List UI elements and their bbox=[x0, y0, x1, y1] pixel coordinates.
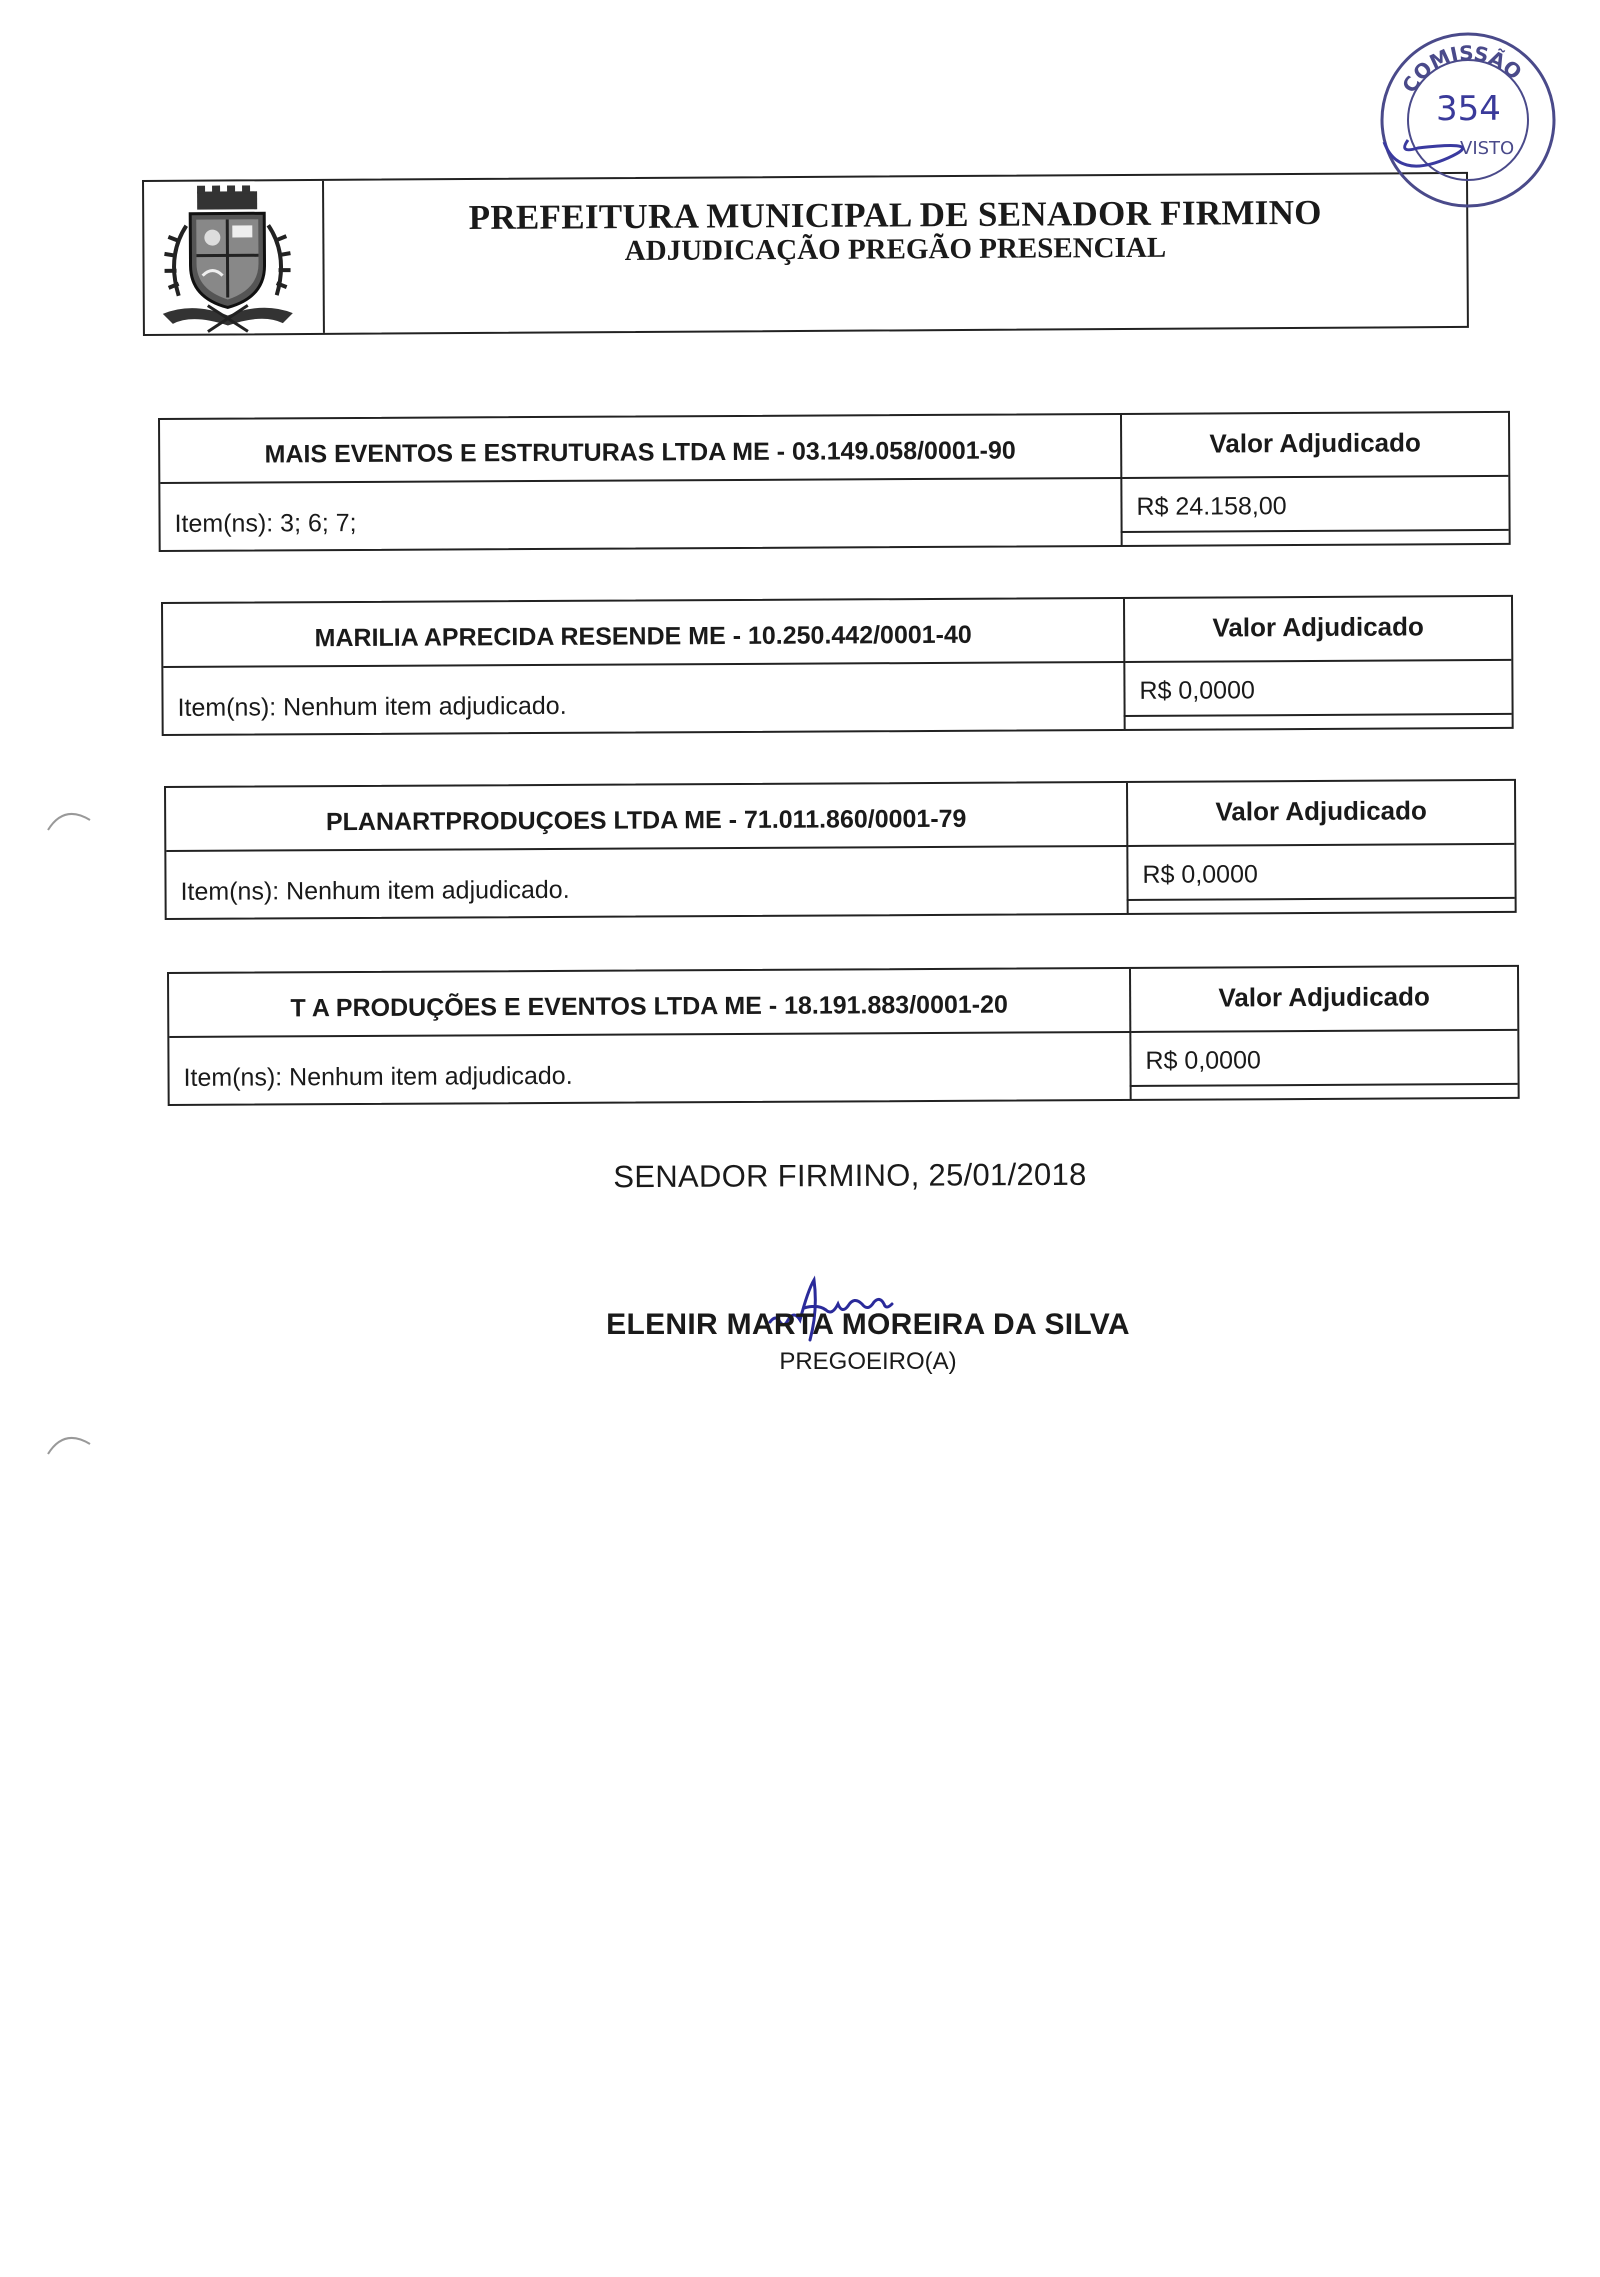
value-header: Valor Adjudicado bbox=[1122, 413, 1508, 479]
supplier-value: R$ 0,0000 bbox=[1125, 661, 1511, 729]
stamp-top-text: COMISSÃO bbox=[1397, 40, 1527, 97]
stamp-mid-text: VISTO bbox=[1460, 138, 1515, 159]
header-text-block bbox=[324, 174, 1467, 333]
supplier-table bbox=[164, 779, 1517, 920]
value-header: Valor Adjudicado bbox=[1131, 967, 1517, 1033]
commission-stamp bbox=[1378, 30, 1558, 210]
value-header: Valor Adjudicado bbox=[1125, 597, 1511, 663]
supplier-items: Item(ns): Nenhum item adjudicado. bbox=[166, 847, 1128, 918]
coat-of-arms-icon bbox=[152, 185, 303, 334]
document-title: PREFEITURA MUNICIPAL DE SENADOR FIRMINO bbox=[468, 192, 1322, 238]
supplier-value: R$ 0,0000 bbox=[1128, 845, 1514, 913]
stamp-initials-scribble bbox=[1384, 140, 1463, 166]
supplier-name: PLANARTPRODUÇOES LTDA ME - 71.011.860/0001-79 bbox=[166, 783, 1128, 852]
supplier-table bbox=[161, 595, 1514, 736]
signer-name: ELENIR MARTA MOREIRA DA SILVA bbox=[606, 1308, 1130, 1341]
supplier-name: T A PRODUÇÕES E EVENTOS LTDA ME - 18.191.883/0001-20 bbox=[169, 969, 1131, 1038]
supplier-items: Item(ns): Nenhum item adjudicado. bbox=[163, 663, 1125, 734]
municipal-crest bbox=[144, 181, 325, 334]
supplier-table bbox=[158, 411, 1511, 552]
value-header: Valor Adjudicado bbox=[1128, 781, 1514, 847]
stamp-number: 354 bbox=[1436, 89, 1501, 129]
place-and-date: SENADOR FIRMINO, 25/01/2018 bbox=[613, 1156, 1087, 1195]
supplier-items: Item(ns): Nenhum item adjudicado. bbox=[169, 1033, 1131, 1104]
document-header bbox=[142, 172, 1469, 336]
supplier-name: MAIS EVENTOS E ESTRUTURAS LTDA ME - 03.149.058/0001-90 bbox=[160, 415, 1122, 484]
document-subtitle: ADJUDICAÇÃO PREGÃO PRESENCIAL bbox=[624, 231, 1167, 268]
punch-hole-mark bbox=[44, 1424, 94, 1464]
supplier-value: R$ 0,0000 bbox=[1131, 1031, 1517, 1099]
punch-hole-mark bbox=[44, 800, 94, 840]
supplier-name: MARILIA APRECIDA RESENDE ME - 10.250.442/0001-40 bbox=[163, 599, 1125, 668]
supplier-items: Item(ns): 3; 6; 7; bbox=[160, 479, 1122, 550]
signer-role: PREGOEIRO(A) bbox=[779, 1348, 957, 1375]
supplier-value: R$ 24.158,00 bbox=[1122, 477, 1508, 545]
supplier-table bbox=[167, 965, 1520, 1106]
